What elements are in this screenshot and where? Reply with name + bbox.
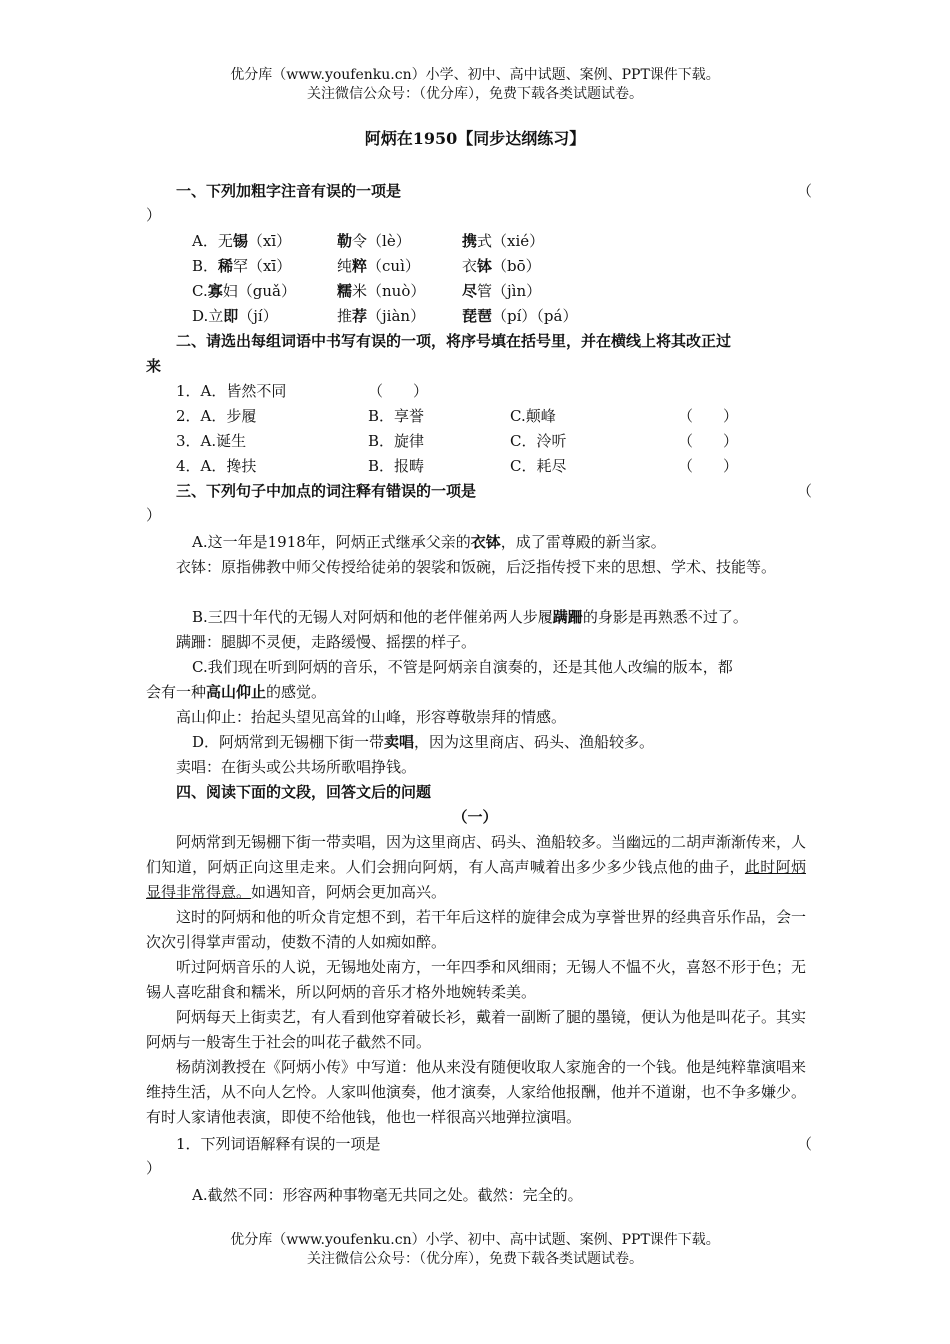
q3-a-pre: A.这一年是1918年，阿炳正式继承父亲的 xyxy=(192,533,471,551)
q2-item-2-paren: （ ） xyxy=(678,407,739,425)
q2-heading: 二、请选出每组词语中书写有误的一项，将序号填在括号里，并在横线上将其改正过 xyxy=(176,332,732,350)
q2-item-4: 4．A．搀扶 xyxy=(176,457,257,475)
q3-c-pre: 会有一种 xyxy=(146,683,207,701)
q3-a-post: ，成了雷尊殿的新当家。 xyxy=(500,533,666,551)
q3-option-c: C.我们现在听到阿炳的音乐，不管是阿炳亲自演奏的，还是其他人改编的版本，都 xyxy=(192,658,733,676)
q1-a-text: A．无 xyxy=(192,232,233,250)
q2-item-3-b: B．旋律 xyxy=(368,432,425,450)
q4-heading: 四、阅读下面的文段，回答文后的问题 xyxy=(176,783,432,801)
q2-item-3-c: C．泠听 xyxy=(510,432,567,450)
page-header xyxy=(0,66,950,104)
q1-c2-text: 米（nuò） xyxy=(352,282,426,300)
q1-d3-pinyin: （pí）（pá） xyxy=(492,307,578,325)
q1-option-c2 xyxy=(337,279,425,303)
header-line-2: 关注微信公众号：（优分库），免费下载各类试题试卷。 xyxy=(307,86,643,102)
q3-option-a xyxy=(192,530,666,554)
q2-item-2-c: C.颠峰 xyxy=(510,407,556,425)
q1-a-bold: 锡 xyxy=(232,232,248,250)
q1-a3-bold: 携 xyxy=(462,232,478,250)
q3-d-bold: 卖唱 xyxy=(384,733,415,751)
q1-option-a3 xyxy=(462,229,544,253)
q1-d-text: D.立 xyxy=(192,307,224,325)
q1-a3-text: 式（xié） xyxy=(477,232,545,250)
q1-c-pinyin: 妇（guǎ） xyxy=(222,282,296,300)
q1-c2-bold: 糯 xyxy=(337,282,353,300)
q3-b-bold: 蹒跚 xyxy=(552,608,583,626)
q1-heading: 一、下列加粗字注音有误的一项是 xyxy=(176,182,402,200)
q1-d2-bold: 荐 xyxy=(352,307,368,325)
q1-d2-text: 推 xyxy=(337,307,353,325)
q1-option-d3 xyxy=(462,304,577,328)
q2-item-2: 2．A．步履 xyxy=(176,407,257,425)
q3-paren-close: ） xyxy=(146,506,162,524)
q3-a-bold: 衣钵 xyxy=(470,533,501,551)
q3-a-note: 衣钵：原指佛教中师父传授给徒弟的袈裟和饭碗，后泛指传授下来的思想、学术、技能等。 xyxy=(176,558,777,576)
q1-option-b xyxy=(192,254,291,278)
q4-paragraph-4: 阿炳每天上街卖艺，有人看到他穿着破长衫，戴着一副断了腿的墨镜，便认为他是叫花子。其实阿炳与一般寄生于社会的叫花子截然不同。 xyxy=(146,1008,807,1051)
q2-heading-cont: 来 xyxy=(146,357,162,375)
q1-b-pinyin: 罕（xī） xyxy=(233,257,292,275)
q1-paren-open: （ xyxy=(797,182,813,200)
q1-option-c xyxy=(192,279,296,303)
q1-b-text: B． xyxy=(192,257,219,275)
q4-section-title: （一） xyxy=(452,808,498,826)
q2-item-1: 1．A．皆然不同 xyxy=(176,382,287,400)
q3-paren-open: （ xyxy=(797,482,813,500)
q1-b2-text: 纯 xyxy=(337,257,353,275)
page-title: 阿炳在1950【同步达纲练习】 xyxy=(364,129,586,148)
q4-p1-pre: 阿炳常到无锡棚下街一带卖唱，因为这里商店、码头、渔船较多。当幽远的二胡声渐渐传来，人们知道，阿炳正向这里走来。人们会拥向阿炳，有人高声喊着出多少多少钱点他的曲子， xyxy=(146,833,807,876)
q1-b3-text: 衣 xyxy=(462,257,478,275)
q3-d-post: ，因为这里商店、码头、渔船较多。 xyxy=(414,733,655,751)
footer-line-2: 关注微信公众号：（优分库），免费下载各类试题试卷。 xyxy=(307,1251,643,1267)
q1-b3-pinyin: （bō） xyxy=(492,257,541,275)
q1-c-bold: 寡 xyxy=(207,282,223,300)
q4-sub-question-1: 1．下列词语解释有误的一项是 xyxy=(176,1135,381,1153)
footer-line-1: 优分库（www.youfenku.cn）小学、初中、高中试题、案例、PPT课件下载。 xyxy=(230,1232,720,1248)
q3-option-b xyxy=(192,605,748,629)
q1-option-d xyxy=(192,304,278,328)
q2-item-4-b: B．报畴 xyxy=(368,457,425,475)
page-footer xyxy=(0,1231,950,1269)
q1-c-text: C. xyxy=(192,282,208,300)
q2-item-3-paren: （ ） xyxy=(678,432,739,450)
q1-option-a xyxy=(192,229,291,253)
q3-c-bold: 高山仰止 xyxy=(206,683,267,701)
q4-sub1-paren-close: ） xyxy=(146,1159,162,1177)
q1-b-bold: 稀 xyxy=(218,257,234,275)
q3-heading: 三、下列句子中加点的词注释有错误的一项是 xyxy=(176,482,477,500)
q3-d-pre: D．阿炳常到无锡棚下街一带 xyxy=(192,733,385,751)
q4-paragraph-2: 这时的阿炳和他的听众肯定想不到，若干年后这样的旋律会成为享誉世界的经典音乐作品，会一次次引得掌声雷动，使数不清的人如痴如醉。 xyxy=(146,908,807,951)
q3-option-d xyxy=(192,730,654,754)
q3-d-note: 卖唱：在街头或公共场所歌唱挣钱。 xyxy=(176,758,417,776)
q1-option-c3 xyxy=(462,279,541,303)
q1-a2-text: 令（lè） xyxy=(352,232,411,250)
q1-paren-close: ） xyxy=(146,206,162,224)
q3-b-note: 蹒跚：腿脚不灵便，走路缓慢、摇摆的样子。 xyxy=(176,633,477,651)
q1-b3-bold: 钵 xyxy=(477,257,493,275)
q2-item-1-paren: （ ） xyxy=(368,382,429,400)
q4-p1-post: 如遇知音，阿炳会更加高兴。 xyxy=(251,883,447,901)
q1-b2-bold: 粹 xyxy=(352,257,368,275)
q3-c-note: 高山仰止：抬起头望见高耸的山峰，形容尊敬崇拜的情感。 xyxy=(176,708,567,726)
q4-paragraph-1 xyxy=(146,830,806,905)
q1-d3-bold: 琵琶 xyxy=(462,307,493,325)
q1-d-pinyin: （jí） xyxy=(238,307,278,325)
q1-a-pinyin: （xī） xyxy=(247,232,292,250)
q4-paragraph-3: 听过阿炳音乐的人说，无锡地处南方，一年四季和风细雨；无锡人不愠不火，喜怒不形于色；无锡人喜吃甜食和糯米，所以阿炳的音乐才格外地婉转柔美。 xyxy=(146,958,807,1001)
q4-p1-underlined: 此时阿炳显得非常得意。 xyxy=(146,858,806,901)
q1-d2-pinyin: （jiàn） xyxy=(367,307,426,325)
q3-b-post: 的身影是再熟悉不过了。 xyxy=(582,608,748,626)
q3-option-c-cont xyxy=(146,680,326,704)
q4-sub1-paren-open: （ xyxy=(797,1135,813,1153)
q1-b2-pinyin: （cuì） xyxy=(367,257,420,275)
q1-c3-bold: 尽 xyxy=(462,282,478,300)
q1-option-b3 xyxy=(462,254,541,278)
q4-sub1-option-a: A.截然不同：形容两种事物毫无共同之处。截然：完全的。 xyxy=(192,1186,583,1204)
q1-a2-bold: 勒 xyxy=(337,232,353,250)
q1-option-b2 xyxy=(337,254,420,278)
q2-item-4-c: C．耗尽 xyxy=(510,457,567,475)
q3-c-post: 的感觉。 xyxy=(266,683,327,701)
q1-d-bold: 即 xyxy=(223,307,239,325)
q2-item-2-b: B．享誉 xyxy=(368,407,425,425)
q1-c3-text: 管（jìn） xyxy=(477,282,542,300)
q2-item-3: 3．A.诞生 xyxy=(176,432,247,450)
q1-option-a2 xyxy=(337,229,411,253)
q1-option-d2 xyxy=(337,304,425,328)
q2-item-4-paren: （ ） xyxy=(678,457,739,475)
q3-b-pre: B.三四十年代的无锡人对阿炳和他的老伴催弟两人步履 xyxy=(192,608,553,626)
q4-paragraph-5: 杨荫浏教授在《阿炳小传》中写道：他从来没有随便收取人家施舍的一个钱。他是纯粹靠演唱来维持生活，从不向人乞怜。人家叫他演奏，他才演奏，人家给他报酬，他并不道谢，也不争多嫌少。有时人家请他表演，即使不给他钱，他也一样很高兴地弹拉演唱。 xyxy=(146,1058,807,1126)
header-line-1: 优分库（www.youfenku.cn）小学、初中、高中试题、案例、PPT课件下载。 xyxy=(230,67,720,83)
